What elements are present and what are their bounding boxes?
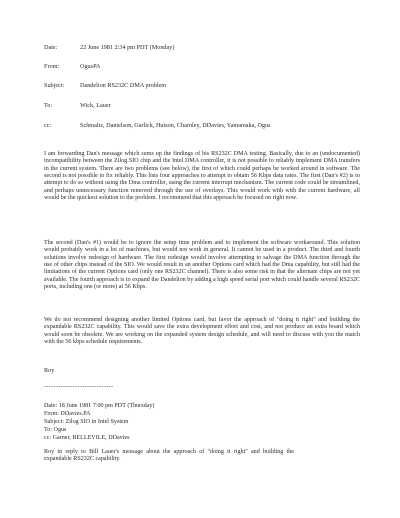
cc-value: Schmaltz, Danielson, Garlick, Hutson, Charnley, DDavies, Yamamaka, Ogus [80, 122, 271, 129]
message-separator: ----------------------------- [44, 384, 114, 390]
from-label: From: [44, 63, 60, 70]
signature: Roy [44, 367, 55, 374]
body-paragraph-1: I am forwarding Dan's message which sums up the findings of his RS232C DMA testing. Basically, due to an (undocumented) incompatibility between the Zilog SIO chip and the Intel DMA controller, it is not possible to reliably implement DMA transfers in the current system. There are two problems (see below), the first of which could perhaps be worked around in software. The second is not possible to fix reliably. This lists four approaches to attempt to obtain 56 Kbps data rates. The first (Dan's #2) is to attempt to do so without using the Dma controller, using the current interrupt mechanism. The current code could be streamlined, and perhaps unnecessary function removed through the use of overlays. This would work with with the current hardware, all would be the quickest solution to the problem. I recommend that this approach be focused on right now. [44, 151, 360, 202]
fwd-subject: Subject: Zilog SIO in Intel System [44, 419, 129, 425]
header-from [44, 63, 100, 71]
body-paragraph-2: The second (Dan's #1) would be to ignore the setup time problem and to implement the software workaround. This solution would probably work in a lot of machines, but would not work in general. It cannot be used in a product. The third and fourth solutions involve redesign of hardware. The first redesign would involve attempting to salvage the DMA function through the use of other chips instead of the SIO. We would result in an another Options card which had the Dma capability, but still had the limitations of the current Options card (only one RS232C channel). There is also some risk in that the alternate chips are not yet available. The fourth approach is to expand the Dandelion by adding a high speed serial port which could handle several RS232C ports, including one (or more) at 56 Kbps. [44, 240, 360, 291]
header-date [44, 44, 174, 52]
fwd-from: From: DDavies.PA [44, 411, 91, 417]
fwd-to: To: Ogus [44, 427, 67, 433]
header-to [44, 102, 111, 110]
from-value: OgusPA [80, 63, 101, 70]
header-cc [44, 122, 271, 130]
date-value: 22 June 1981 2:34 pm PDT (Monday) [80, 44, 175, 51]
header-subject [44, 82, 166, 90]
fwd-paragraph-1: Roy in reply to Bill Lauer's message about the approach of "doing it right" and building the expandable RS232C capability. [44, 449, 294, 463]
subject-value: Dandelion RS232C DMA problem [80, 82, 167, 89]
cc-label: cc: [44, 122, 52, 129]
body-paragraph-3: We do not recommend designing another limited Options card, but favor the approach of "doing it right" and building the expandable RS232C capability. This would save the extra development effort and cost, and not produce an extra board which would soon be obsolete. We are working on the expanded system design schedule, and will need to discuss with you the match with the 56 kbps schedule requirements. [44, 317, 360, 346]
subject-label: Subject: [44, 82, 65, 89]
to-label: To: [44, 102, 53, 109]
date-label: Date: [44, 44, 58, 51]
to-value: Wick, Lauer [80, 102, 111, 109]
fwd-cc: cc: Garner, BELLEVILE, DDavies [44, 435, 130, 441]
fwd-date: Date: 18 June 1981 7:00 pm PDT (Thursday) [44, 403, 155, 409]
